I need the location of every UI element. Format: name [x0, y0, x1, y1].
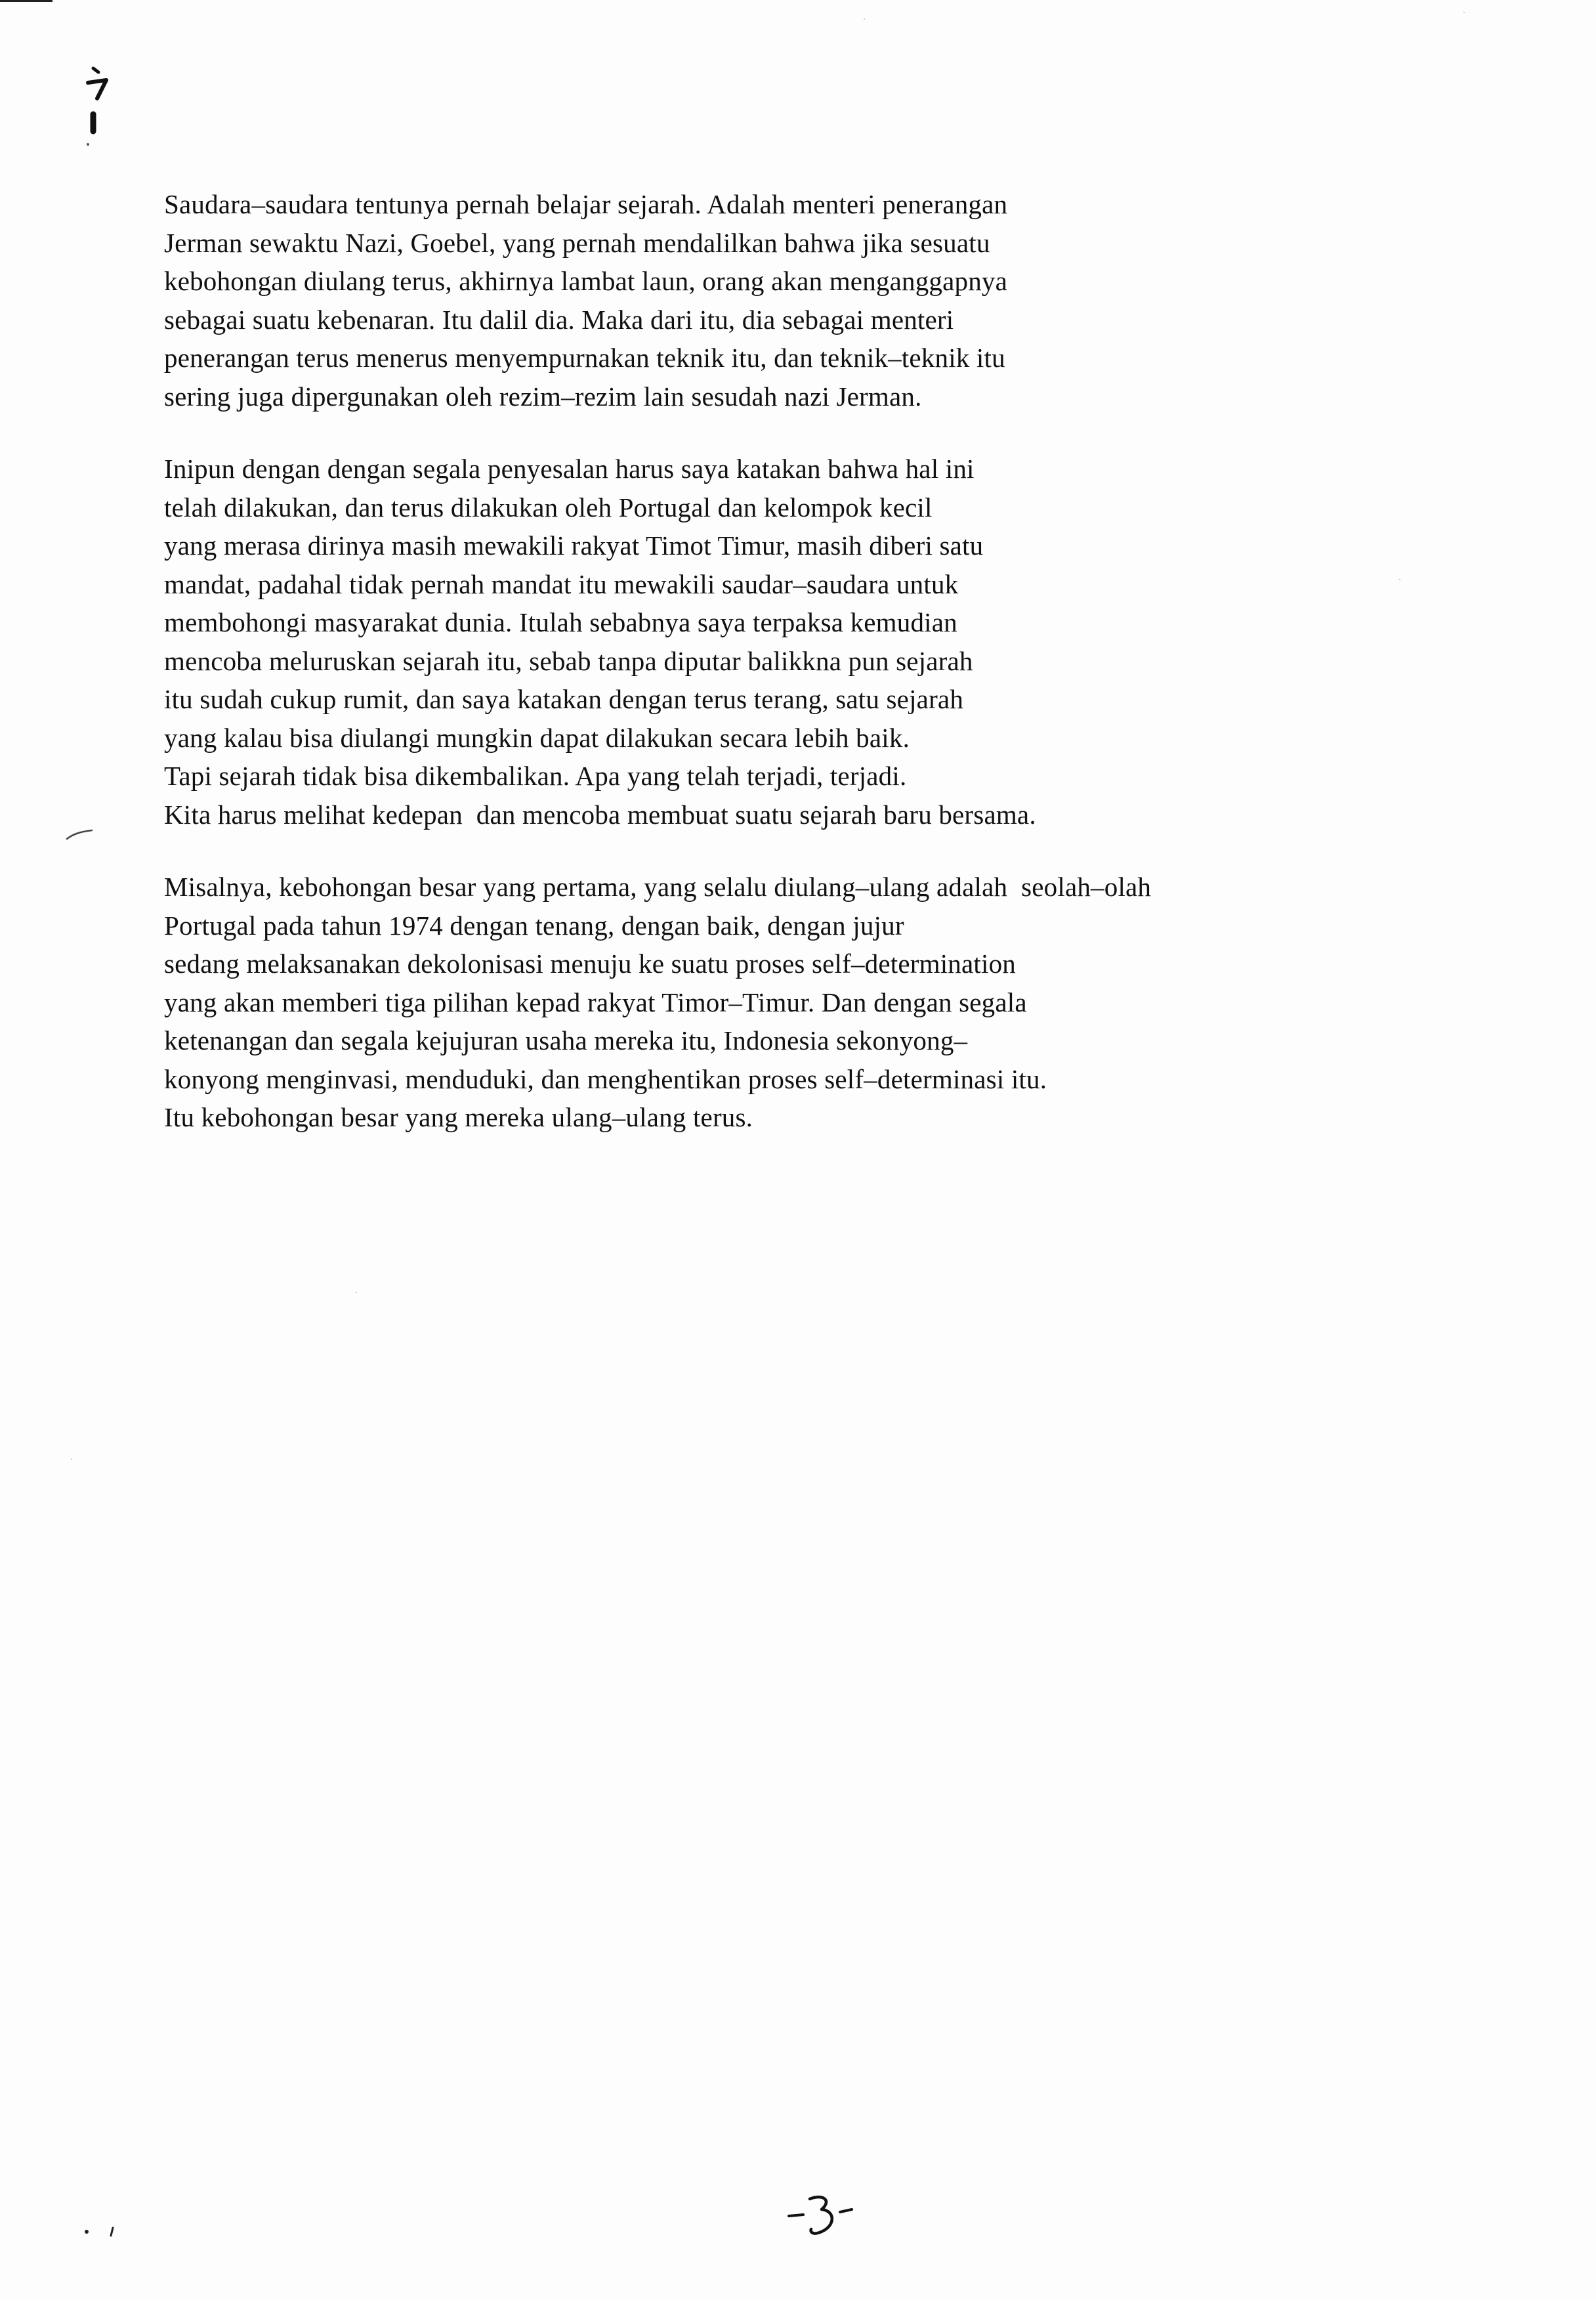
handwritten-mark-icon: [84, 60, 130, 152]
text-line: Tapi sejarah tidak bisa dikembalikan. Apa yang telah terjadi, terjadi.: [164, 761, 907, 791]
margin-dash-icon: [66, 828, 94, 841]
paragraph-1: [164, 185, 1529, 415]
text-line: sebagai suatu kebenaran. Itu dalil dia. Maka dari itu, dia sebagai menteri: [164, 304, 954, 335]
scan-edge-line: [0, 0, 52, 2]
text-line: konyong menginvasi, menduduki, dan menghentikan proses self–determinasi itu.: [164, 1063, 1047, 1094]
text-line: membohongi masyarakat dunia. Itulah sebabnya saya terpaksa kemudian: [164, 607, 957, 637]
page-number: [784, 2190, 862, 2242]
text-line: Misalnya, kebohongan besar yang pertama, yang selalu diulang–ulang adalah seolah–olah: [164, 872, 1152, 902]
text-line: Portugal pada tahun 1974 dengan tenang, dengan baik, dengan jujur: [164, 910, 904, 941]
text-line: Saudara–saudara tentunya pernah belajar sejarah. Adalah menteri penerangan: [164, 189, 1008, 219]
text-line: yang akan memberi tiga pilihan kepad rakyat Timor–Timur. Dan dengan segala: [164, 987, 1027, 1017]
text-line: mencoba meluruskan sejarah itu, sebab tanpa diputar balikkna pun sejarah: [164, 645, 973, 676]
scan-specks-icon: [83, 2221, 122, 2237]
text-line: sering juga dipergunakan oleh rezim–rezim lain sesudah nazi Jerman.: [164, 381, 922, 412]
scan-speck: [71, 1459, 72, 1460]
text-line: mandat, padahal tidak pernah mandat itu mewakili saudar–saudara untuk: [164, 568, 959, 599]
paragraph-2: [164, 450, 1529, 834]
scan-speck: [1463, 12, 1465, 13]
scan-speck: [864, 18, 865, 20]
text-line: yang kalau bisa diulangi mungkin dapat dilakukan secara lebih baik.: [164, 722, 910, 753]
body-text: [164, 185, 1529, 1171]
text-line: penerangan terus menerus menyempurnakan teknik itu, dan teknik–teknik itu: [164, 343, 1005, 373]
text-line: Itu kebohongan besar yang mereka ulang–ulang terus.: [164, 1102, 753, 1132]
text-line: telah dilakukan, dan terus dilakukan oleh Portugal dan kelompok kecil: [164, 492, 933, 522]
text-line: itu sudah cukup rumit, dan saya katakan dengan terus terang, satu sejarah: [164, 684, 964, 714]
text-line: yang merasa dirinya masih mewakili rakyat Timot Timur, masih diberi satu: [164, 530, 984, 561]
text-line: Jerman sewaktu Nazi, Goebel, yang pernah mendalilkan bahwa jika sesuatu: [164, 227, 990, 258]
text-line: ketenangan dan segala kejujuran usaha mereka itu, Indonesia sekonyong–: [164, 1025, 968, 1055]
text-line: Inipun dengan dengan segala penyesalan harus saya katakan bahwa hal ini: [164, 454, 975, 484]
text-line: sedang melaksanakan dekolonisasi menuju ke suatu proses self–determination: [164, 948, 1016, 979]
text-line: kebohongan diulang terus, akhirnya lambat laun, orang akan menganggapnya: [164, 266, 1007, 296]
text-line: Kita harus melihat kedepan dan mencoba membuat suatu sejarah baru bersama.: [164, 799, 1036, 830]
scan-speck: [356, 1292, 357, 1293]
paragraph-3: [164, 868, 1529, 1137]
